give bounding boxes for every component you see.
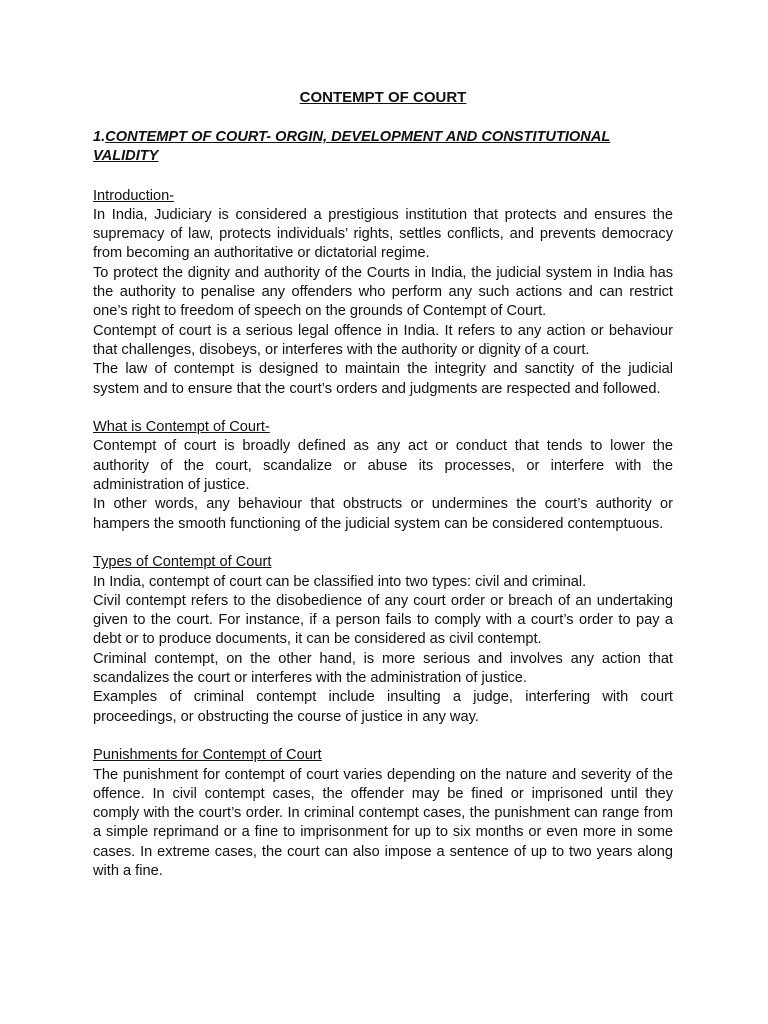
introduction-paragraph: Contempt of court is a serious legal offence in India. It refers to any action or behaviour that challenges, disobeys, or interferes with the authority or dignity of a court. [93,322,673,358]
introduction-heading: Introduction- [93,187,175,204]
section-title: CONTEMPT OF COURT- ORGIN, DEVELOPMENT AND CONSTITUTIONAL VALIDITY [93,129,611,165]
types-section [93,553,673,727]
section-number: 1. [93,129,106,145]
introduction-section [93,187,673,399]
what-is-paragraph: In other words, any behaviour that obstructs or undermines the court’s authority or hampers the smooth functioning of the judicial system can be considered contemptuous. [93,496,673,532]
types-paragraph: Criminal contempt, on the other hand, is more serious and involves any action that scandalizes the court or interferes with the administration of justice. [93,650,673,687]
document-page [93,88,673,901]
what-is-heading: What is Contempt of Court- [93,419,270,436]
section-heading [93,128,673,167]
document-title: CONTEMPT OF COURT [299,89,467,106]
punishments-section [93,746,673,881]
what-is-paragraph: Contempt of court is broadly defined as any act or conduct that tends to lower the authority of the court, scandalize or abuse its processes, or interfere with the administration of justice. [93,438,673,494]
types-paragraph: Civil contempt refers to the disobedience of any court order or breach of an undertaking given to the court. For instance, if a person fails to comply with a court’s order to pay a debt or to produce documents, it can be considered as civil contempt. [93,592,673,648]
introduction-paragraph: To protect the dignity and authority of the Courts in India, the judicial system in India has the authority to penalise any offenders who perform any such actions and can restrict one’s right to freedom of speech on the grounds of Contempt of Court. [93,264,673,320]
punishments-heading: Punishments for Contempt of Court [93,747,322,764]
types-paragraph: In India, contempt of court can be classified into two types: civil and criminal. [93,573,587,590]
punishments-paragraph: The punishment for contempt of court varies depending on the nature and severity of the offence. In civil contempt cases, the offender may be fined or imprisoned until they comply with the court’s order. In criminal contempt cases, the punishment can range from a simple reprimand or a fine to imprisonment for up to six months or even more in some cases. In extreme cases, the court can also impose a sentence of up to two years along with a fine. [93,766,673,879]
introduction-paragraph: In India, Judiciary is considered a prestigious institution that protects and ensures the supremacy of law, protects individuals’ rights, settles conflicts, and prevents democracy from becoming an authoritative or dictatorial regime. [93,206,673,262]
what-is-section [93,418,673,534]
types-paragraph: Examples of criminal contempt include insulting a judge, interfering with court proceedings, or obstructing the course of justice in any way. [93,689,673,725]
introduction-paragraph: The law of contempt is designed to maintain the integrity and sanctity of the judicial system and to ensure that the court’s orders and judgments are respected and followed. [93,361,673,397]
types-heading: Types of Contempt of Court [93,554,272,571]
